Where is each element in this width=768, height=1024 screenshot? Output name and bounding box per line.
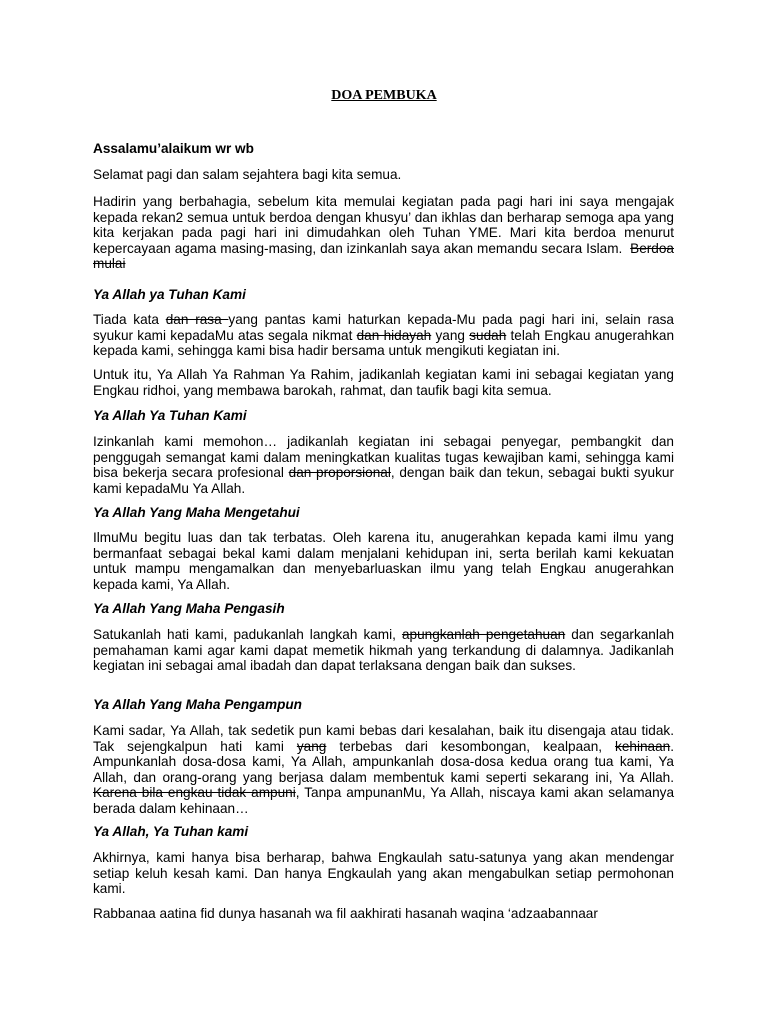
text-run: Tiada kata: [93, 312, 166, 327]
struck-text: Karena bila engkau tidak ampuni: [93, 785, 296, 801]
struck-text: dan proporsional: [288, 465, 391, 481]
text-run: yang: [431, 327, 470, 343]
greeting: Assalamu’alaikum wr wb: [93, 141, 254, 156]
text-run: Izinkanlah kami memohon… jadikanlah kegiatan ini sebagai penyegar, pembangkit dan penggugah semangat kami dalam meningkatkan kualitas tugas kewajiban kami, sehingga kami bisa bekerja secara profesional: [93, 434, 674, 481]
section-heading: Ya Allah Yang Maha Pengampun: [93, 697, 302, 712]
struck-text: kehinaan: [615, 738, 671, 754]
paragraph-unity: [93, 627, 674, 674]
section-heading: Ya Allah Ya Tuhan Kami: [93, 408, 247, 423]
section-heading: Ya Allah Yang Maha Mengetahui: [93, 505, 300, 520]
section-heading: Ya Allah, Ya Tuhan kami: [93, 824, 249, 839]
text-run: , Tanpa ampunanMu, Ya Allah, niscaya kami akan selamanya berada dalam kehinaan…: [93, 785, 675, 816]
struck-text: dan hidayah: [356, 327, 432, 343]
paragraph-prayer: Rabbanaa aatina fid dunya hasanah wa fil aakhirati hasanah waqina ‘adzaabannaar: [93, 906, 598, 921]
section-heading: Ya Allah ya Tuhan Kami: [93, 287, 246, 302]
paragraph-opening: [93, 194, 674, 272]
text-run: , dengan baik dan tekun, sebagai bukti syukur kami kepadaMu Ya Allah.: [93, 465, 674, 496]
struck-text: sudah: [469, 327, 507, 343]
text-run: dan segarkanlah pemahaman kami agar kami dapat memetik hikmah yang terkandung di dalamnya. Jadikanlah kegiatan ini sebagai amal ibadah dan dapat terlaksana dengan baik dan sukses.: [93, 627, 675, 674]
text-run: yang pantas kami haturkan kepada-Mu pada pagi hari ini, selain rasa syukur kami kepadaMu atas segala nikmat: [93, 312, 674, 343]
paragraph-salam: Selamat pagi dan salam sejahtera bagi kita semua.: [93, 167, 402, 182]
paragraph-request: [93, 434, 674, 496]
paragraph-gratitude: [93, 312, 674, 359]
struck-text: Berdoa mulai: [93, 240, 674, 272]
paragraph-rahman: Untuk itu, Ya Allah Ya Rahman Ya Rahim, jadikanlah kegiatan kami ini sebagai kegiatan yang Engkau ridhoi, yang membawa barokah, rahmat, dan taufik bagi kita semua.: [93, 367, 674, 398]
paragraph-closing: Akhirnya, kami hanya bisa berharap, bahwa Engkaulah satu-satunya yang akan mendengar setiap keluh kesah kami. Dan hanya Engkaulah yang akan mengabulkan setiap permohonan kami.: [93, 850, 674, 897]
struck-text: yang: [296, 738, 327, 754]
paragraph-text: Hadirin yang berbahagia, sebelum kita memulai kegiatan pada pagi hari ini saya mengajak kepada rekan2 semua untuk berdoa dengan khusyu’ dan ikhlas dan berharap semoga apa yang kita kerjakan pada pagi hari ini dimudahkan oleh Tuhan YME. Mari kita berdoa menurut kepercayaan agama masing-masing, dan izinkanlah saya akan memandu secara Islam.: [93, 194, 674, 256]
document-title: DOA PEMBUKA: [331, 88, 437, 103]
paragraph-forgiveness: [93, 723, 674, 817]
text-run: telah Engkau anugerahkan kepada kami, sehingga kami bisa hadir bersama untuk mengikuti kegiatan ini.: [93, 327, 675, 359]
text-run: Satukanlah hati kami, padukanlah langkah kami,: [93, 627, 402, 642]
section-heading: Ya Allah Yang Maha Pengasih: [93, 601, 285, 616]
text-run: terbebas dari kesombongan, kealpaan,: [326, 738, 616, 754]
struck-text: apungkanlah pengetahuan: [401, 627, 566, 642]
paragraph-knowledge: IlmuMu begitu luas dan tak terbatas. Oleh karena itu, anugerahkan kepada kami ilmu yang bermanfaat sebagai bekal kami dalam menjalani kehidupan ini, serta berilah kami kekuatan untuk mampu mengamalkan dan menyebarluaskan ilmu yang telah Engkau anugerahkan kepada kami, Ya Allah.: [93, 530, 674, 592]
text-run: . Ampunkanlah dosa-dosa kami, Ya Allah, ampunkanlah dosa-dosa kedua orang tua kami, Ya Allah, dan orang-orang yang berjasa dalam membentuk kami seperti sekarang ini, Ya Allah.: [93, 738, 674, 785]
struck-text: dan rasa: [165, 312, 229, 327]
text-run: Kami sadar, Ya Allah, tak sedetik pun kami bebas dari kesalahan, baik itu disengaja atau tidak. Tak sejengkalpun hati kami: [93, 723, 674, 754]
